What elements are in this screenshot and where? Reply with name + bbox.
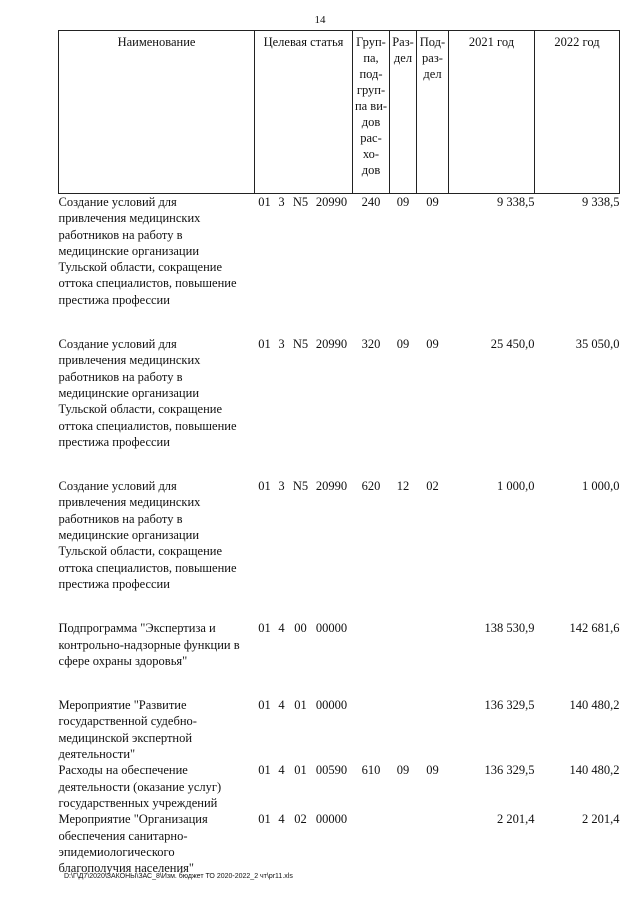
header-name: Наименование — [59, 31, 255, 194]
row-podrazdel: 09 — [426, 763, 439, 778]
footer-file-path: D:\Г\Д7\2020\ЗАКОНЫ\ЗАС_8\Изм. бюджет ТО 2020-2022_2 чт\pr11.xls — [64, 873, 293, 880]
row-target-article: 01 3 N5 20990 — [258, 479, 348, 494]
row-2022: 9 338,5 — [582, 195, 620, 209]
row-podrazdel: 09 — [426, 337, 439, 352]
header-2022: 2022 год — [535, 31, 620, 194]
row-target-article: 01 3 N5 20990 — [258, 337, 348, 352]
row-2022: 35 050,0 — [575, 337, 620, 352]
row-name: Подпрограмма "Экспертиза и контрольно-надзорные функции в сфере охраны здоровья" — [58, 621, 240, 668]
row-razdel: 09 — [396, 337, 410, 352]
budget-table — [58, 30, 620, 876]
row-group — [353, 811, 390, 876]
table-row — [59, 620, 620, 669]
row-target-article: 01 4 00 00000 — [258, 621, 348, 636]
table-row — [59, 336, 620, 450]
row-2022: 140 480,2 — [569, 763, 620, 778]
table-header-row — [59, 31, 620, 194]
row-razdel — [390, 620, 417, 669]
header-target-article: Целевая статья — [255, 31, 353, 194]
table-row — [59, 194, 620, 309]
row-podrazdel: 09 — [426, 195, 439, 209]
row-2021: 25 450,0 — [490, 337, 535, 352]
row-group — [353, 620, 390, 669]
page-number: 14 — [314, 14, 326, 26]
row-name: Создание условий для привлечения медицинских работников на работу в медицинские организации Тульской области, сокращение оттока специалистов, повышение престижа профессии — [58, 479, 237, 591]
header-podrazdel: Под- раз- дел — [417, 31, 449, 194]
row-target-article: 01 3 N5 20990 — [258, 195, 348, 209]
row-podrazdel: 02 — [426, 479, 439, 494]
row-target-article: 01 4 01 00590 — [258, 763, 348, 778]
row-razdel — [390, 811, 417, 876]
row-target-article: 01 4 02 00000 — [258, 812, 348, 827]
row-razdel: 09 — [396, 195, 410, 209]
header-group: Груп- па, под- груп- па ви- дов рас- хо- дов — [353, 31, 390, 194]
row-2022: 2 201,4 — [582, 812, 620, 827]
row-name: Мероприятие "Организация обеспечения санитарно- эпидемиологического благополучия населения" — [58, 812, 208, 876]
row-2022: 142 681,6 — [569, 621, 620, 636]
row-name: Создание условий для привлечения медицинских работников на работу в медицинские организации Тульской области, сокращение оттока специалистов, повышение престижа профессии — [58, 337, 237, 449]
row-target-article: 01 4 01 00000 — [258, 698, 348, 713]
row-name: Расходы на обеспечение деятельности (оказание услуг) государственных учреждений — [58, 763, 222, 810]
table-row — [59, 478, 620, 592]
table-row — [59, 697, 620, 762]
row-razdel — [390, 697, 417, 762]
row-group: 610 — [361, 763, 381, 778]
row-2021: 1 000,0 — [497, 479, 535, 494]
row-name: Создание условий для привлечения медицинских работников на работу в медицинские организации Тульской области, сокращение оттока специалистов, повышение престижа профессии — [58, 195, 237, 307]
table-row — [59, 811, 620, 876]
row-2022: 140 480,2 — [569, 698, 620, 713]
row-2022: 1 000,0 — [582, 479, 620, 494]
row-group: 320 — [361, 337, 381, 352]
header-2021: 2021 год — [449, 31, 535, 194]
header-razdel: Раз- дел — [390, 31, 417, 194]
row-2021: 2 201,4 — [497, 812, 535, 827]
row-2021: 138 530,9 — [484, 621, 535, 636]
row-razdel: 12 — [396, 479, 410, 494]
row-2021: 136 329,5 — [484, 763, 535, 778]
row-name: Мероприятие "Развитие государственной судебно- медицинской экспертной деятельности" — [58, 698, 197, 762]
row-podrazdel — [417, 697, 449, 762]
row-group: 240 — [361, 195, 381, 209]
row-group — [353, 697, 390, 762]
row-2021: 9 338,5 — [497, 195, 535, 209]
table-row — [59, 762, 620, 811]
row-2021: 136 329,5 — [484, 698, 535, 713]
row-podrazdel — [417, 811, 449, 876]
row-podrazdel — [417, 620, 449, 669]
row-razdel: 09 — [396, 763, 410, 778]
row-group: 620 — [361, 479, 381, 494]
